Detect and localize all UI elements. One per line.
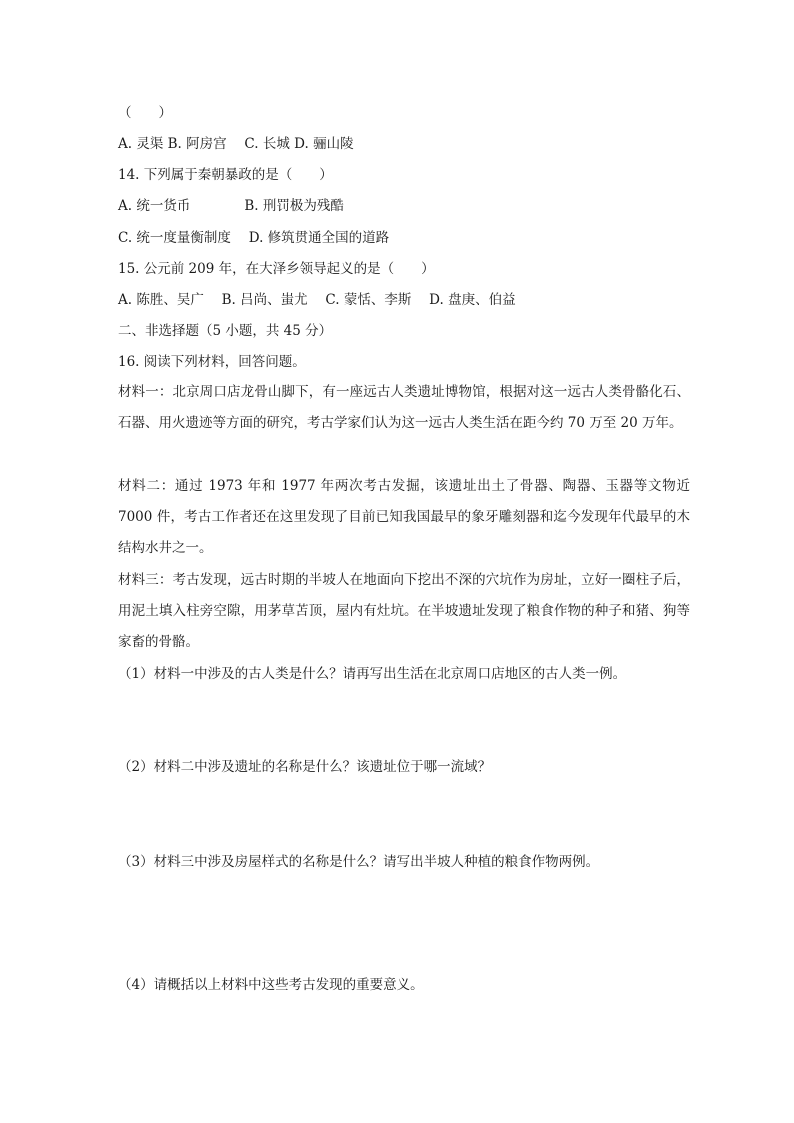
material-1: 材料一：北京周口店龙骨山脚下，有一座远古人类遗址博物馆，根据对这一远古人类骨骼化石、石器、用火遗迹等方面的研究，考古学家们认为这一远古人类生活在距今约 70 万至 20 万年。 xyxy=(118,384,690,431)
q16-stem: 16. 阅读下列材料，回答问题。 xyxy=(118,354,306,370)
q16-part-3: （3）材料三中涉及房屋样式的名称是什么？请写出半坡人种植的粮食作物两例。 xyxy=(118,854,600,870)
q13-options: A. 灵渠 B. 阿房宫 C. 长城 D. 骊山陵 xyxy=(118,136,354,152)
q14-options-ab: A. 统一货币 B. 刑罚极为残酷 xyxy=(118,198,344,214)
material-3: 材料三：考古发现，远古时期的半坡人在地面向下挖出不深的穴坑作为房址，立好一圈柱子后，用泥土填入柱旁空隙，用茅草苫顶，屋内有灶坑。在半坡遗址发现了粮食作物的种子和猪、狗等家畜的骨骼。 xyxy=(118,572,690,650)
q14-options-cd: C. 统一度量衡制度 D. 修筑贯通全国的道路 xyxy=(118,230,390,246)
answer-bracket: （ ） xyxy=(118,105,172,121)
q16-part-1: （1）材料一中涉及的古人类是什么？请再写出生活在北京周口店地区的古人类一例。 xyxy=(118,666,627,682)
q16-part-2: （2）材料二中涉及遗址的名称是什么？该遗址位于哪一流域？ xyxy=(118,759,492,775)
material-2: 材料二：通过 1973 年和 1977 年两次考古发掘，该遗址出土了骨器、陶器、玉器等文物近 7000 件，考古工作者还在这里发现了目前已知我国最早的象牙雕刻器和迄今发现年代最早的木结构水井之一。 xyxy=(118,478,690,556)
q15-stem: 15. 公元前 209 年，在大泽乡领导起义的是（ ） xyxy=(118,261,435,277)
section-heading: 二、非选择题（5 小题，共 45 分） xyxy=(118,323,333,339)
q16-part-4: （4）请概括以上材料中这些考古发现的重要意义。 xyxy=(118,977,424,993)
q14-stem: 14. 下列属于秦朝暴政的是（ ） xyxy=(118,167,333,183)
q15-options: A. 陈胜、吴广 B. 吕尚、蚩尤 C. 蒙恬、李斯 D. 盘庚、伯益 xyxy=(118,292,516,308)
